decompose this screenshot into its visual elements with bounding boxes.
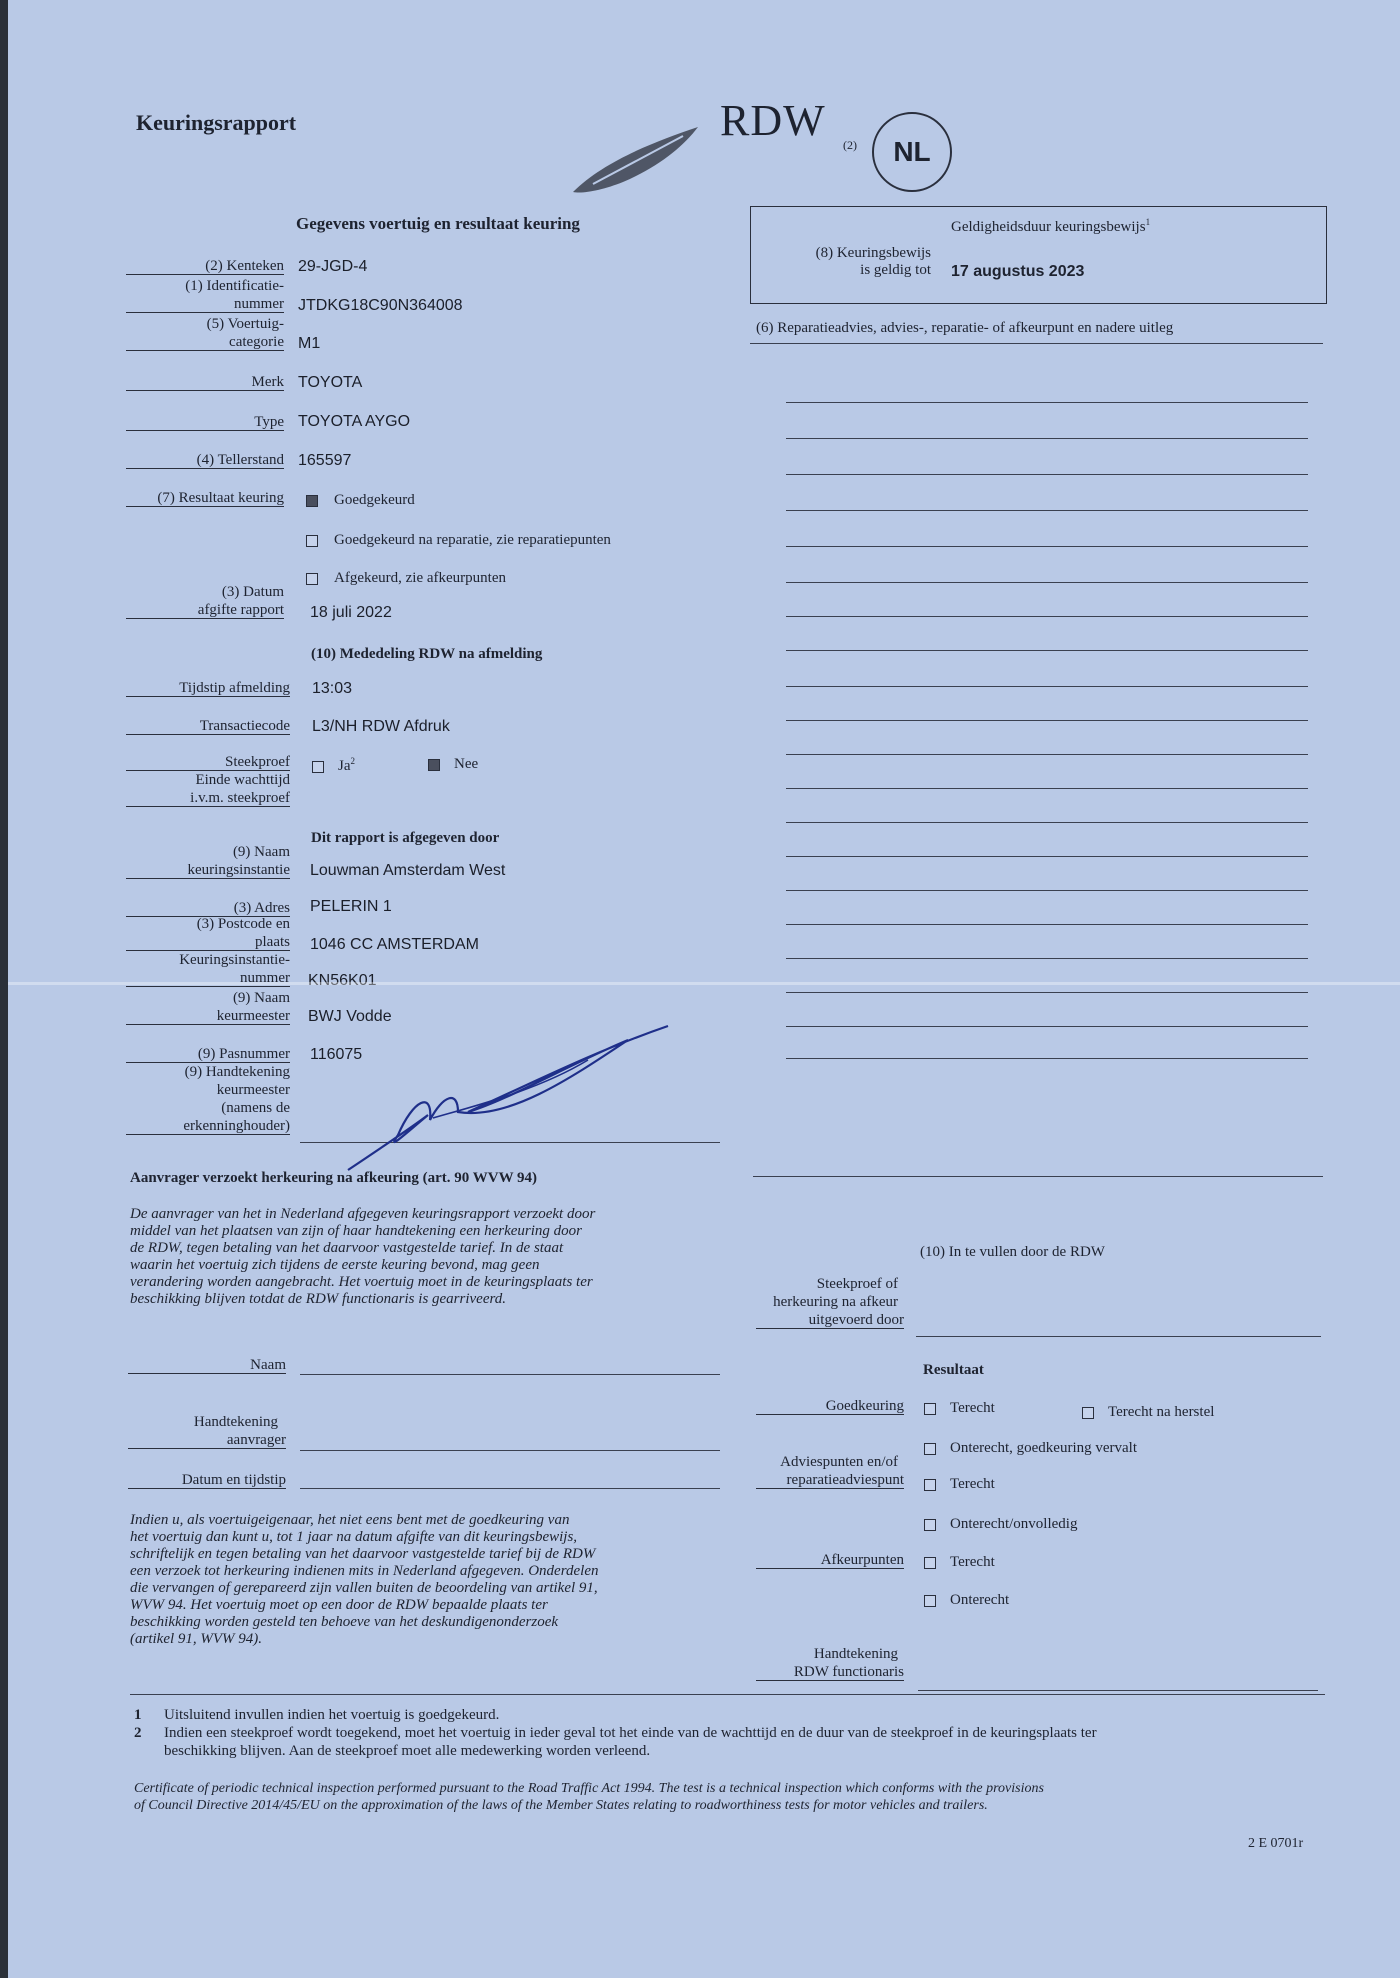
bezwaar-text: Indien u, als voertuigeigenaar, het niet eens bent met de goedkeuring van het voertuig dan kunt u, tot 1 jaar na datum afgifte van dit keuringsbewijs, schriftelijk en tegen betaling van het daarvoor vastgestelde tarief bij de RDW een verzoek tot herkeuring indienen mits in Nederland afgegeven. Onderdelen die vervangen of gerepareerd zijn vallen buiten de beoordeling van artikel 91, WVW 94. Het voertuig moet op een door de RDW bepaalde plaats ter beschikking worden gesteld ten behoeve van het deskundigenonderzoek (artikel 91, WVW 94). xyxy=(130,1512,599,1647)
herkeuring-text: De aanvrager van het in Nederland afgegeven keuringsrapport verzoekt door middel van het plaatsen van zijn of haar handtekening een herkeuring door de RDW, tegen betaling van het daarvoor vastgestelde tarief. In de staat waarin het voertuig zich tijdens de eerste keuring bevond, mag geen verandering worden aangebracht. Het voertuig moet in de keuringsplaats ter beschikking blijven totdat de RDW functionaris is gearriveerd. xyxy=(130,1206,596,1307)
adres-value: PELERIN 1 xyxy=(310,898,392,915)
advies-ruled-line[interactable] xyxy=(786,650,1308,651)
option-afgekeurd: Afgekeurd, zie afkeurpunten xyxy=(306,570,506,587)
advies-ruled-line[interactable] xyxy=(786,958,1308,959)
goedkeuring-label: Goedkeuring xyxy=(756,1398,904,1415)
tijdstip-value: 13:03 xyxy=(312,680,353,697)
transactie-value: L3/NH RDW Afdruk xyxy=(312,718,450,735)
keurmeester-signature-icon xyxy=(338,1020,678,1180)
checkbox-empty-icon xyxy=(312,761,324,773)
postcode-value: 1046 CC AMSTERDAM xyxy=(310,936,479,953)
advies-ruled-line[interactable] xyxy=(786,754,1308,755)
checkbox-checked-icon xyxy=(306,495,318,507)
advies-ruled-line[interactable] xyxy=(786,992,1308,993)
validity-label: (8) Keuringsbewijs is geldig tot xyxy=(815,245,931,278)
datum-tijdstip-label: Datum en tijdstip xyxy=(128,1472,286,1489)
tellerstand-label: (4) Tellerstand xyxy=(126,452,284,469)
checkbox-checked-icon xyxy=(428,759,440,771)
checkbox-empty-icon xyxy=(306,535,318,547)
handtekening-aanvrager-line[interactable] xyxy=(300,1450,720,1451)
report-title: Keuringsrapport xyxy=(136,110,297,135)
rdw-feather-logo-icon xyxy=(563,122,713,197)
fold-crease xyxy=(8,982,1400,985)
merk-value: TOYOTA xyxy=(298,374,363,391)
ident-label-1: (1) Identificatie- xyxy=(185,278,284,294)
category-label-1: (5) Voertuig- xyxy=(206,316,284,332)
advies-title: (6) Reparatieadvies, advies-, reparatie- of afkeurpunt en nadere uitleg xyxy=(756,320,1174,336)
footnote-2-cont: beschikking blijven. Aan de steekproef moet alle medewerking worden verleend. xyxy=(164,1743,651,1759)
type-label: Type xyxy=(126,414,284,431)
option-onterecht-onvolledig[interactable]: Onterecht/onvolledig xyxy=(924,1516,1077,1533)
type-value: TOYOTA AYGO xyxy=(298,413,411,430)
tijdstip-label: Tijdstip afmelding xyxy=(126,680,290,697)
handtekening-label-4: erkenninghouder) xyxy=(126,1118,290,1135)
keurmeester-label-2: keurmeester xyxy=(126,1008,290,1025)
advies-ruled-line[interactable] xyxy=(786,720,1308,721)
steekproef-uitgevoerd-label-3: uitgevoerd door xyxy=(756,1312,904,1329)
ident-label-2: nummer xyxy=(126,296,284,313)
advies-ruled-line[interactable] xyxy=(786,546,1308,547)
advies-ruled-line[interactable] xyxy=(786,686,1308,687)
kenteken-label: (2) Kenteken xyxy=(126,258,284,275)
advies-ruled-line[interactable] xyxy=(786,1026,1308,1027)
validity-date: 17 augustus 2023 xyxy=(951,263,1085,280)
option-ja: Ja$^2$ xyxy=(312,756,355,775)
transactie-label: Transactiecode xyxy=(126,718,290,735)
datum-label-2: afgifte rapport xyxy=(126,602,284,619)
instantienummer-label-1: Keuringsinstantie- xyxy=(179,952,290,968)
keurmeester-value: BWJ Vodde xyxy=(308,1008,392,1025)
kenteken-value: 29-JGD-4 xyxy=(298,258,368,275)
advies-ruled-line[interactable] xyxy=(786,788,1308,789)
resultaat-label: (7) Resultaat keuring xyxy=(126,490,284,507)
checkbox-empty-icon[interactable] xyxy=(924,1519,936,1531)
adres-label: (3) Adres xyxy=(126,900,290,917)
footnote-separator xyxy=(130,1694,1325,1695)
country-note: (2) xyxy=(843,138,857,152)
adviespunten-label-1: Adviespunten en/of xyxy=(780,1454,898,1470)
option-nee: Nee xyxy=(428,756,478,773)
steekproef-uitgevoerd-label-2: herkeuring na afkeur xyxy=(773,1294,898,1310)
einde-label-1: Einde wachttijd xyxy=(195,772,290,788)
advies-ruled-line[interactable] xyxy=(786,856,1308,857)
pasnummer-label: (9) Pasnummer xyxy=(126,1046,290,1063)
naam-instantie-value: Louwman Amsterdam West xyxy=(310,862,506,879)
datum-label-1: (3) Datum xyxy=(221,584,284,600)
option-terecht-na-herstel[interactable]: Terecht na herstel xyxy=(1082,1404,1214,1421)
option-afkeur-terecht[interactable]: Terecht xyxy=(924,1554,995,1571)
tellerstand-value: 165597 xyxy=(298,452,352,469)
advies-ruled-line[interactable] xyxy=(786,890,1308,891)
afkeurpunten-label: Afkeurpunten xyxy=(756,1552,904,1569)
checkbox-empty-icon xyxy=(306,573,318,585)
naam-aanvrager-line[interactable] xyxy=(300,1374,720,1375)
option-goedgekeurd: Goedgekeurd xyxy=(306,492,415,509)
advies-ruled-line[interactable] xyxy=(786,510,1308,511)
certificate-text: Certificate of periodic technical inspection performed pursuant to the Road Traffic Act 1994. The test is a technical inspection which conforms with the provisions of Council Directive 2014/45/EU on the approximation of the laws of the Member States relating to roadworthiness tests for motor vehicles and trailers. xyxy=(134,1781,1044,1813)
instantienummer-value: KN56K01 xyxy=(308,972,377,989)
option-goedkeuring-terecht[interactable]: Terecht xyxy=(924,1400,995,1417)
rdw-handtekening-label-2: RDW functionaris xyxy=(756,1664,904,1681)
instantienummer-label-2: nummer xyxy=(126,970,290,987)
validity-title: Geldigheidsduur keuringsbewijs$^1$ xyxy=(951,217,1151,235)
advies-title-line xyxy=(750,343,1323,344)
datum-value: 18 juli 2022 xyxy=(310,604,392,621)
advies-bottom-line xyxy=(753,1176,1323,1177)
advies-ruled-line[interactable] xyxy=(786,616,1308,617)
checkbox-empty-icon[interactable] xyxy=(924,1595,936,1607)
handtekening-aanvrager-label-1: Handtekening xyxy=(193,1414,278,1430)
advies-ruled-line[interactable] xyxy=(786,474,1308,475)
option-afkeur-onterecht[interactable]: Onterecht xyxy=(924,1592,1009,1609)
ident-value: JTDKG18C90N364008 xyxy=(298,297,463,314)
naam-aanvrager-label: Naam xyxy=(128,1357,286,1374)
naam-instantie-label-1: (9) Naam xyxy=(232,844,290,860)
handtekening-label-3: (namens de xyxy=(221,1100,290,1116)
handtekening-aanvrager-label-2: aanvrager xyxy=(128,1432,286,1449)
nl-country-badge: NL xyxy=(872,112,952,192)
advies-ruled-line[interactable] xyxy=(786,402,1308,403)
keurmeester-label-1: (9) Naam xyxy=(232,990,290,1006)
option-onterecht-vervalt[interactable]: Onterecht, goedkeuring vervalt xyxy=(924,1440,1137,1457)
handtekening-label-1: (9) Handtekening xyxy=(184,1064,290,1080)
option-goedgekeurd-reparatie: Goedgekeurd na reparatie, zie reparatiepunten xyxy=(306,532,611,549)
option-advies-terecht[interactable]: Terecht xyxy=(924,1476,995,1493)
pasnummer-value: 116075 xyxy=(310,1046,363,1063)
rdw-handtekening-label-1: Handtekening xyxy=(813,1646,898,1662)
afgegeven-title: Dit rapport is afgegeven door xyxy=(311,830,500,846)
form-code: 2 E 0701r xyxy=(1248,1836,1304,1851)
einde-label-2: i.v.m. steekproef xyxy=(126,790,290,807)
checkbox-empty-icon[interactable] xyxy=(1082,1407,1094,1419)
steekproef-uitgevoerd-label-1: Steekproef of xyxy=(816,1276,898,1292)
category-label-2: categorie xyxy=(126,334,284,351)
vehicle-section-title: Gegevens voertuig en resultaat keuring xyxy=(296,214,580,233)
naam-instantie-label-2: keuringsinstantie xyxy=(126,862,290,879)
merk-label: Merk xyxy=(126,374,284,391)
checkbox-empty-icon[interactable] xyxy=(924,1479,936,1491)
advies-ruled-line[interactable] xyxy=(786,822,1308,823)
checkbox-empty-icon[interactable] xyxy=(924,1403,936,1415)
postcode-label-2: plaats xyxy=(126,934,290,951)
mededeling-title: (10) Mededeling RDW na afmelding xyxy=(311,646,543,662)
footnote-2: 2 Indien een steekproef wordt toegekend, moet het voertuig in ieder geval tot het einde van de wachttijd en de duur van de steekproef in de keuringsplaats ter xyxy=(134,1725,1097,1741)
steekproef-label: Steekproef xyxy=(126,754,290,771)
advies-ruled-line[interactable] xyxy=(786,1058,1308,1059)
rdw-logo-text: RDW xyxy=(720,96,826,145)
inspection-report-sheet xyxy=(8,0,1400,1978)
footnotes xyxy=(134,1706,1334,1760)
advies-ruled-line[interactable] xyxy=(786,582,1308,583)
adviespunten-label-2: reparatieadviespunt xyxy=(756,1472,904,1489)
category-value: M1 xyxy=(298,335,321,352)
datum-tijdstip-line[interactable] xyxy=(300,1488,720,1489)
postcode-label-1: (3) Postcode en xyxy=(196,916,290,932)
herkeuring-title: Aanvrager verzoekt herkeuring na afkeuring (art. 90 WVW 94) xyxy=(130,1170,538,1186)
validity-box xyxy=(750,206,1327,304)
steekproef-uitgevoerd-line[interactable] xyxy=(916,1336,1321,1337)
checkbox-empty-icon[interactable] xyxy=(924,1443,936,1455)
footnote-1: 1 Uitsluitend invullen indien het voertuig is goedgekeurd. xyxy=(134,1707,500,1723)
resultaat-heading: Resultaat xyxy=(923,1362,984,1378)
handtekening-label-2: keurmeester xyxy=(216,1082,290,1098)
checkbox-empty-icon[interactable] xyxy=(924,1557,936,1569)
rdw-handtekening-line[interactable] xyxy=(918,1690,1318,1691)
advies-ruled-line[interactable] xyxy=(786,438,1308,439)
rdw-section-title: (10) In te vullen door de RDW xyxy=(920,1244,1105,1260)
advies-ruled-line[interactable] xyxy=(786,924,1308,925)
